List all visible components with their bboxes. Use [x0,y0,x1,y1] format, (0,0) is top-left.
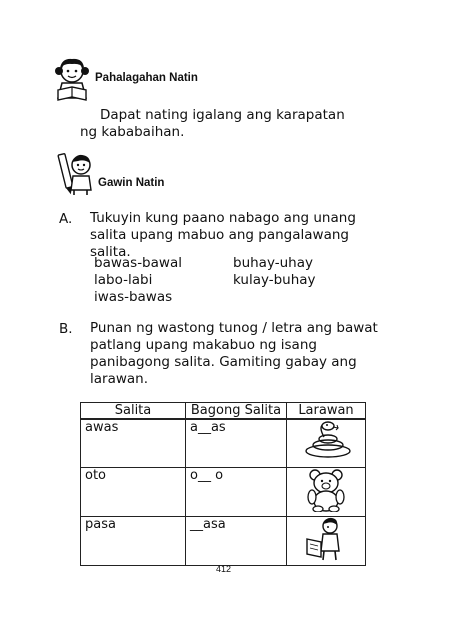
cell-salita: pasa [81,517,186,566]
cell-salita: oto [81,468,186,517]
cell-bagong-salita[interactable]: a__as [186,419,287,468]
worksheet-table [80,402,366,566]
part-a-marker: A. [59,211,73,227]
boy-with-pencil-icon [56,150,96,196]
page-number: 412 [216,564,232,574]
teddy-bear-icon [301,468,351,512]
snake-icon [298,420,354,460]
word-pair: buhay-uhay [233,255,313,271]
girl-reading-icon [52,56,92,102]
header-salita: Salita [81,403,186,420]
header-larawan: Larawan [287,403,366,420]
boy-reading-book-icon [301,517,351,561]
table-row [81,419,366,468]
section-heading-pahalagahan: Pahalagahan Natin [95,72,198,84]
section-heading-gawin: Gawin Natin [98,177,165,189]
values-statement: Dapat nating igalang ang karapatan ng kababaihan. [80,107,345,140]
header-bagong-salita: Bagong Salita [186,403,287,420]
cell-bagong-salita[interactable]: o__ o [186,468,287,517]
table-row [81,468,366,517]
cell-larawan [287,517,366,566]
cell-salita: awas [81,419,186,468]
word-pair: bawas-bawal [94,255,182,271]
part-a-instruction: Tukuyin kung paano nabago ang unang salita upang mabuo ang pangalawang salita. [90,210,356,260]
cell-larawan [287,468,366,517]
table-header-row [81,403,366,420]
part-b-instruction: Punan ng wastong tunog / letra ang bawat patlang upang makabuo ng isang panibagong salita. Gamiting gabay ang larawan. [90,320,378,387]
word-pair: kulay-buhay [233,272,316,288]
word-pair: iwas-bawas [94,289,173,305]
word-pairs-left [94,255,182,306]
table-row [81,517,366,566]
cell-bagong-salita[interactable]: __asa [186,517,287,566]
part-b-marker: B. [59,321,73,337]
word-pair: labo-labi [94,272,153,288]
cell-larawan [287,419,366,468]
word-pairs-right [233,255,316,289]
